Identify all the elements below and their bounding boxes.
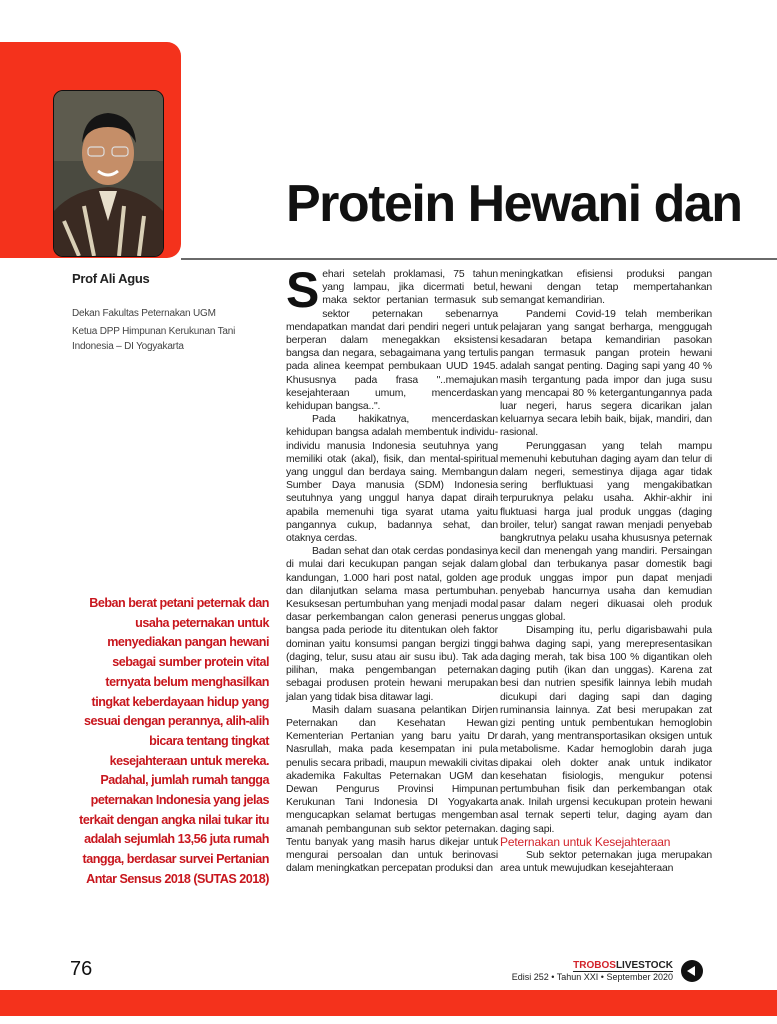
author-photo-frame bbox=[0, 42, 181, 258]
author-portrait-image bbox=[54, 91, 163, 256]
article-column-1 bbox=[286, 262, 498, 875]
drop-cap: S bbox=[286, 262, 320, 318]
paragraph: Badan sehat dan otak cerdas pondasinya di mulai dari kecukupan pangan sejak dalam kandungan, 1.000 hari post natal, golden age dan dilanjutkan selama masa pertumbuhan. Kesuksesan pertumbuhan yang menjadi modal dasar perkembangan calon generasi penerus bangsa pada periode itu ditentukan oleh faktor dominan yaitu konsumsi pangan bergizi tinggi (daging, telur, susu atau air susu ibu). Tak ada pilihan, maka pengembangan peternakan sebagai produsen protein hewani merupakan jalan yang tidak bisa ditawar lagi. bbox=[286, 546, 498, 703]
edition-info: Edisi 252 • Tahun XXI • September 2020 bbox=[511, 972, 673, 982]
paragraph: Masih dalam suasana pelantikan Dirjen Peternakan dan Kesehatan Hewan Kementerian Pertanian yang baru yaitu Dr Nasrullah, maka pada kesempatan ini pula penulis secara pribadi, maupun mewakili civitas akademika Fakultas Peternakan UGM dan Dewan Pengurus Provinsi Himpunan Kerukunan Tani Indonesia DI Yogyakarta mengucapkan selamat bertugas mengemban amanah pembangunan sub sektor peternakan. Tentu banyak yang masih harus dikejar untuk mengurai persoalan dan untuk berinovasi dalam meningkatkan percepatan produksi dan bbox=[286, 704, 498, 875]
paragraph: Sehari setelah proklamasi, 75 tahun yang lampau, jika dicermati betul, maka sektor pertanian termasuk sub sektor peternakan sebenarnya mendapatkan mandat dari pendiri negeri untuk berperan dalam menegakkan eksistensi bangsa dan negara, sebagaimana yang tertulis pada alinea keempat pembukaan UUD 1945. Khususnya pada frasa "..memajukan kesejahteraan umum, mencerdaskan kehidupan bangsa..". bbox=[286, 262, 498, 413]
section-subheading: Peternakan untuk Kesejahteraan bbox=[500, 834, 671, 849]
paragraph: Sub sektor peternakan juga merupakan area untuk mewujudkan kesejahteraan bbox=[500, 849, 712, 875]
paragraph: Pada hakikatnya, mencerdaskan kehidupan bangsa adalah membentuk individu-individu manusia Indonesia seutuhnya yang memiliki otak (akal), fisik, dan mental-spiritual yang unggul dan berdaya saing. Membangun Sumber Daya manusia (SDM) Indonesia seutuhnya yang unggul hanya dapat diraih apabila memenuhi tiga syarat utama yaitu pangannya cukup, badannya sehat, dan otaknya cerdas. bbox=[286, 414, 498, 545]
previous-page-arrow-icon[interactable] bbox=[681, 960, 703, 982]
article-column-2 bbox=[500, 268, 712, 875]
paragraph: Pandemi Covid-19 telah memberikan pelajaran yang sangat berharga, menggugah kesadaran betapa kemandirian pasokan pangan termasuk pangan protein hewani adalah sangat penting. Daging sapi yang 40 % masih tergantung pada impor dan juga susu yang mencapai 80 % ketergantungannya pada luar negeri, harus segera dicarikan jalan keluarnya secara lebih baik, bijak, mandiri, dan rasional. bbox=[500, 308, 712, 439]
footer-bar bbox=[0, 990, 777, 1016]
publication-brand bbox=[512, 960, 673, 983]
paragraph: Disamping itu, perlu digarisbawahi pula bahwa daging sapi, yang merepresentasikan daging merah, tak bisa 100 % digantikan oleh daging putih (ikan dan unggas). Karena zat besi dan nutrien spesifik lainnya lebih mudah dicukupi dari daging sapi dan daging ruminansia lainnya. Zat besi merupakan zat gizi penting untuk pembentukan hemoglobin darah, yang mentransportasikan oksigen untuk metabolisme. Kadar hemoglobin darah juga dipakai oleh dokter anak untuk indikator kesehatan fisiologis, mengukur potensi pertumbuhan fisik dan perkembangan otak anak. Inilah urgensi kecukupan protein hewani asal ternak seperti telur, daging ayam dan daging sapi. bbox=[500, 625, 712, 835]
page-number: 76 bbox=[70, 958, 93, 980]
paragraph: meningkatkan efisiensi produksi pangan hewani dengan tetap mempertahankan semangat kemandirian. bbox=[500, 269, 712, 307]
article-title: Protein Hewani dan bbox=[286, 175, 742, 233]
author-role: Ketua DPP Himpunan Kerukunan Tani Indonesia – DI Yogyakarta bbox=[72, 326, 236, 352]
author-photo bbox=[53, 90, 164, 257]
author-name: Prof Ali Agus bbox=[72, 271, 150, 286]
paragraph: Perunggasan yang telah mampu memenuhi kebutuhan daging ayam dan telur di dalam negeri, semestinya dijaga agar tidak sering berfluktuasi yang mengakibatkan terpuruknya pelaku usaha. Akhir-akhir ini fluktuasi harga jual produk unggas (daging broiler, telur) sangat rawan menjadi penyebab bangkrutnya pelaku usaha khususnya peternak kecil dan menengah yang mandiri. Persaingan global dan terbukanya pasar domestik bagi produk unggas impor pun dapat menjadi penyebab hancurnya usaha dan kemudian pasar dalam negeri dikuasai oleh produk unggas global. bbox=[500, 440, 712, 624]
brand-logo: TROBOSLIVESTOCK bbox=[573, 960, 673, 971]
title-divider bbox=[181, 258, 777, 260]
author-role: Dekan Fakultas Peternakan UGM bbox=[72, 308, 216, 319]
pull-quote: Beban berat petani peternak dan usaha peternakan untuk menyediakan pangan hewani sebagai sumber protein vital ternyata belum menghasilkan tingkat keberdayaan hidup yang sesuai dengan perannya, alih-alih bicara tentang tingkat kesejahteraan untuk mereka. Padahal, jumlah rumah tangga peternakan Indonesia yang jelas terkait dengan angka nilai tukar itu adalah sejumlah 13,56 juta rumah tangga, berdasar survei Pertanian Antar Sensus 2018 (SUTAS 2018) bbox=[79, 596, 269, 886]
